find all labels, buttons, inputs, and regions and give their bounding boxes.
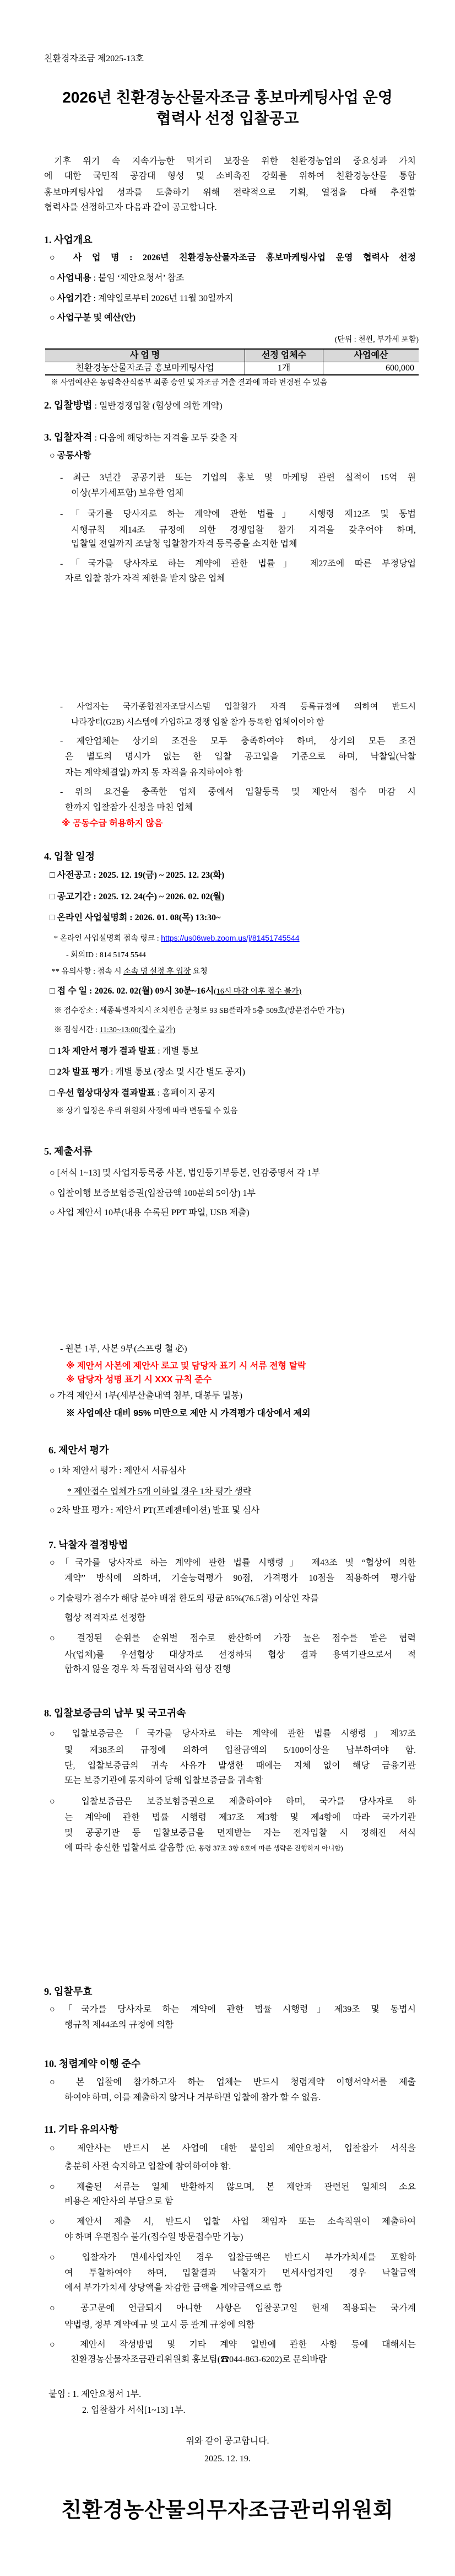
receipt-place: ※ 접수장소 : 세종특별자치시 조치원읍 군청로 93 SB플라자 5층 509호(방문접수만 가능) — [54, 1007, 345, 1015]
document-item: ○ 가격 제안서 1부(세부산출내역 첨부, 대봉투 밀봉) — [50, 1391, 242, 1400]
briefing-caution — [52, 966, 208, 978]
value: : 개별 통보 — [155, 1046, 199, 1056]
award-line: 협상 적격자로 선정함 — [64, 1613, 146, 1623]
section-heading: 11. 기타 유의사항 — [44, 2124, 118, 2135]
document-item: ○ 사업 제안서 10부(내용 수록된 PPT 파일, USB 제출) — [50, 1208, 250, 1217]
requirement-line: 이상(부가세포함) 보유한 업체 — [71, 489, 184, 498]
table-cell: 1개 — [245, 362, 323, 375]
table-cell: 친환경농산물자조금 홍보마케팅사업 — [45, 362, 245, 375]
table-cell: 600,000 — [323, 362, 419, 375]
schedule-receipt — [50, 985, 301, 998]
caution-emphasis: 소속 명 설정 후 입장 — [123, 968, 191, 976]
notice-line: 여 투찰하여야 하며, 입찰결과 낙찰자가 면세사업자인 경우 낙찰금액 — [64, 2268, 416, 2278]
label: ○ 사업내용 — [50, 273, 91, 283]
attachment-1: 붙임 : 1. 제안요청서 1부. — [48, 2390, 142, 2399]
section-heading: 1. 사업개요 — [44, 234, 93, 245]
joint-bid-warning: ※ 공동수급 허용하지 않음 — [62, 819, 163, 828]
requirement-line: 자는 계약체결일) 까지 동 자격을 유지하여야 함 — [65, 768, 243, 777]
table-header: 선정 업체수 — [245, 349, 323, 362]
requirement-line: 은 별도의 명시가 없는 한 입찰 공고일을 기준으로 하며, 낙찰일(낙찰 — [65, 752, 416, 761]
table-header-row — [45, 349, 419, 362]
value: : 계약일로부터 2026년 11월 30일까지 — [91, 294, 234, 303]
budget-note: ※ 사업예산은 농림축산식품부 최종 승인 및 자조금 거출 결과에 따라 변경될 수 있음 — [51, 379, 328, 387]
unit-note: (단위 : 천원, 부가세 포함) — [334, 336, 419, 344]
integrity-line: ○ 본 입찰에 참가하고자 하는 업체는 반드시 청렴계약 이행서약서를 제출 — [50, 2078, 416, 2087]
intro-line: 협력사를 선정하고자 다음과 같이 공고합니다. — [44, 203, 217, 212]
project-period — [50, 293, 233, 305]
notice-line: ○ 입찰자가 면세사업자인 경우 입찰금액은 반드시 부가가치세를 포함하 — [50, 2253, 416, 2262]
evaluation-note: * 제안접수 업체가 5개 이하일 경우 1차 평가 생략 — [67, 1487, 252, 1496]
invalid-line: ○「국가를 당사자로 하는 계약에 관한 법률 시행령」제39조 및 동법시 — [50, 2005, 416, 2014]
notice-line: 비용은 제안사의 부담으로 함 — [64, 2197, 174, 2206]
small-note: (단, 동령 37조 3항 6호에 따른 생략은 진행하지 아니함) — [186, 1844, 343, 1852]
schedule-note: ※ 상기 일정은 우리 위원회 사정에 따라 변동될 수 있음 — [56, 1107, 238, 1115]
notice-line: ○ 제안서 작성방법 및 기타 계약 일반에 관한 사항 등에 대해서는 — [50, 2340, 416, 2349]
intro-line: 홍보마케팅사업 성과를 도출하기 위해 전략적으로 기획, 열정을 다해 추진할 — [44, 188, 416, 197]
schedule-priority-result — [50, 1087, 215, 1099]
red-warning: ※ 제안서 사본에 제안사 로고 및 담당자 표기 시 서류 전형 탈락 — [66, 1361, 306, 1371]
receipt-date: □ 접 수 일 : 2026. 02. 02(월) 09시 30분~16시 — [50, 986, 214, 996]
lunch-time — [54, 1024, 175, 1037]
section-heading: 10. 청렴계약 이행 준수 — [44, 2058, 141, 2069]
link-label: * 온라인 사업설명회 접속 링크 : — [54, 935, 161, 943]
contact-line: 친환경농산물자조금관리위원회 홍보팀(☎044-863-6202)로 문의바람 — [71, 2355, 327, 2364]
value: : 붙임 ‘제안요청서’ 참조 — [91, 273, 185, 283]
label: ○ 사업기간 — [50, 294, 91, 303]
evaluation-item: ○ 2차 발표 평가 : 제안서 PT(프레젠테이션) 발표 및 심사 — [50, 1506, 260, 1515]
label: ※ 점심시간 : — [54, 1026, 100, 1034]
document-number: 친환경자조금 제2025-13호 — [44, 54, 144, 63]
award-line: ○ 결정된 순위를 순위별 점수로 환산하여 가장 높은 점수를 받은 협력 — [50, 1634, 416, 1643]
common-requirements-label: ○ 공통사항 — [50, 451, 91, 460]
deposit-line — [64, 1842, 343, 1854]
requirement-line: -「국가를 당사자로 하는 계약에 관한 법률」 제27조에 따른 부정당업 — [60, 559, 416, 568]
schedule-notice-period: □ 공고기간 : 2025. 12. 24(수) ~ 2026. 02. 02(월) — [50, 892, 225, 901]
notice-line: 에서 부가가치세 상당액을 차감한 금액을 계약금액으로 함 — [64, 2283, 282, 2293]
notice-line: ○ 제안서 제출 시, 반드시 입찰 사업 책임자 또는 소속직원이 제출하여 — [50, 2217, 416, 2226]
schedule-online-briefing: □ 온라인 사업설명회 : 2026. 01. 08(목) 13:30~ — [50, 913, 221, 922]
section-heading: 3. 입찰자격 — [44, 432, 93, 443]
requirement-line: - 최근 3년간 공공기관 또는 기업의 홍보 및 마케팅 관련 실적이 15억 원 — [60, 473, 416, 482]
notice-line: 충분히 사전 숙지하고 입찰에 참여하여야 함. — [64, 2162, 231, 2171]
requirement-line: - 제안업체는 상기의 조건을 모두 충족하여야 하며, 상기의 모든 조건 — [60, 737, 416, 746]
schedule-pre-notice: □ 사전공고 : 2025. 12. 19(금) ~ 2025. 12. 23(화) — [50, 871, 225, 880]
notice-line: ○ 제출된 서류는 일체 반환하지 않으며, 본 제안과 관련된 일체의 소요 — [50, 2182, 416, 2192]
value: : 개별 통보 (장소 및 시간 별도 공지) — [108, 1067, 245, 1077]
caution-text: ** 유의사항 : 접속 시 — [52, 968, 124, 976]
notice-date: 2025. 12. 19. — [204, 2454, 251, 2464]
requirement-line: 나라장터(G2B) 시스템에 가입하고 경쟁 입찰 참가 등록한 업체이어야 함 — [71, 718, 324, 727]
requirement-line: -「국가를 당사자로 하는 계약에 관한 법률」 시행령 제12조 및 동법 — [60, 509, 416, 519]
closing-text: 위와 같이 공고합니다. — [186, 2437, 269, 2446]
label: □ 1차 제안서 평가 결과 발표 — [50, 1046, 156, 1056]
table-header: 사 업 명 — [45, 349, 245, 362]
value: 11:30~13:00(접수 불가) — [99, 1026, 176, 1034]
award-line: ○「국가를 당사자로 하는 계약에 관한 법률 시행령」 제43조 및 “협상에 의한 — [50, 1558, 416, 1568]
evaluation-item: ○ 1차 제안서 평가 : 제안서 서류심사 — [50, 1466, 186, 1475]
award-line: 계약” 방식에 의하며, 기술능력평가 90점, 가격평가 10점을 적용하여 평가함 — [64, 1574, 416, 1583]
document-sub-item: - 원본 1부, 사본 9부(스프링 철 必) — [60, 1344, 187, 1354]
section-heading: 4. 입찰 일정 — [44, 851, 95, 862]
notice-line: ○ 공고문에 언급되지 아니한 사항은 입찰공고일 현재 적용되는 국가계 — [50, 2304, 416, 2313]
section-heading: 8. 입찰보증금의 납부 및 국고귀속 — [44, 1708, 186, 1719]
integrity-line: 하여야 하며, 이를 제출하지 않거나 거부하면 입찰에 참가 할 수 없음. — [64, 2093, 321, 2102]
section-heading: 7. 낙찰자 결정방법 — [48, 1539, 128, 1550]
project-content — [50, 272, 185, 285]
caution-text: 요청 — [191, 968, 208, 976]
deposit-line: ○ 입찰보증금은 보증보험증권으로 제출하여야 하며, 국가를 당사자로 하 — [50, 1797, 416, 1806]
price-note: ※ 사업예산 대비 95% 미만으로 제안 시 가격평가 대상에서 제외 — [66, 1409, 311, 1418]
label: □ 2차 발표 평가 — [50, 1067, 109, 1077]
section-3 — [44, 431, 238, 444]
requirement-line: - 사업자는 국가종합전자조달시스템 입찰참가 자격 등록규정에 의하여 반드시 — [60, 702, 416, 711]
section-heading: 6. 제안서 평가 — [48, 1445, 109, 1456]
invalid-line: 행규칙 제44조의 규정에 의함 — [64, 2020, 174, 2030]
label: □ 우선 협상대상자 결과발표 — [50, 1088, 155, 1098]
section-heading: 9. 입찰무효 — [44, 1986, 93, 1997]
briefing-link-row — [54, 932, 300, 945]
page-title-line-1: 2026년 친환경농산물자조금 홍보마케팅사업 운영 — [62, 89, 393, 106]
deposit-line: 및 제38조의 규정에 의하여 입찰금액의 5/100이상을 납부하여야 함. — [64, 1746, 416, 1755]
deposit-line: 단, 입찰보증금의 귀속 사유가 발생한 때에는 지체 없이 해당 금융기관 — [64, 1761, 416, 1770]
document-item: ○ 입찰이행 보증보험증권(입찰금액 100분의 5이상) 1부 — [50, 1189, 256, 1198]
requirement-line: 입찰일 전일까지 조달청 입찰참가자격 등록증을 소지한 업체 — [71, 539, 297, 549]
schedule-first-result — [50, 1045, 199, 1058]
table-row — [45, 362, 419, 375]
section-2 — [44, 399, 223, 412]
section-heading: 5. 제출서류 — [44, 1146, 93, 1157]
award-line: 합하지 않을 경우 차 득점협력사와 협상 진행 — [64, 1665, 231, 1674]
notice-line: ○ 제안사는 반드시 본 사업에 대한 붙임의 제안요청서, 입찰참가 서식을 — [50, 2144, 416, 2153]
text: 에 따라 송신한 입찰서로 갈음함 — [64, 1843, 186, 1853]
document-item: ○ [서식 1~13] 및 사업자등록증 사본, 법인등기부등본, 인감증명서 각 1부 — [50, 1168, 321, 1178]
value: : 홈페이지 공지 — [155, 1088, 215, 1098]
section-heading: 2. 입찰방법 — [44, 400, 93, 411]
intro-line: 에 대한 국민적 공감대 형성 및 소비촉진 강화를 위하여 친환경농산물 통합 — [44, 171, 416, 181]
value: : 다음에 해당하는 자격을 모두 갖춘 자 — [92, 433, 238, 443]
red-warning: ※ 담당자 성명 표기 시 XXX 규칙 준수 — [66, 1375, 212, 1384]
receipt-deadline-note: (16시 마감 이후 접수 불가) — [214, 988, 302, 996]
notice-line: 약법령, 정부 계약예규 및 고시 등 관계 규정에 의함 — [64, 2320, 255, 2330]
award-line: ○ 기술평가 점수가 해당 분야 배점 한도의 평균 85%(76.5점) 이상인 자를 — [50, 1594, 319, 1603]
value: : 일반경쟁입찰 (협상에 의한 계약) — [92, 401, 223, 411]
table-header: 사업예산 — [323, 349, 419, 362]
deposit-line: 또는 보증기관에 통지하여 당해 입찰보증금을 귀속함 — [64, 1776, 263, 1785]
notice-line: 야 하며 우편접수 불가(접수일 방문접수만 가능) — [64, 2232, 243, 2242]
organization-name: 친환경농산물의무자조금관리위원회 — [61, 2499, 394, 2522]
schedule-second-eval — [50, 1066, 245, 1078]
zoom-meeting-link[interactable]: https://us06web.zoom.us/j/81451745544 — [161, 933, 300, 942]
meeting-id: - 회의ID : 814 5174 5544 — [66, 951, 146, 959]
project-name: ○ 사 업 명 : 2026년 친환경농산물자조금 홍보마케팅사업 운영 협력사 선정 — [50, 253, 416, 262]
requirement-line: 한까지 입찰참가 신청을 마친 업체 — [65, 803, 193, 812]
requirement-line: 시행규칙 제14조 규정에 의한 경쟁입찰 참가 자격을 갖추어야 하며, — [71, 525, 416, 535]
deposit-line: 는 계약에 관한 법률 시행령 제37조 제3항 및 제4항에 따라 국가기관 — [64, 1813, 416, 1822]
deposit-line: 및 공공기관 등 입찰보증금을 면제받는 자는 전자입찰 시 정해진 서식 — [64, 1828, 416, 1838]
intro-line: 기후 위기 속 지속가능한 먹거리 보장을 위한 친환경농업의 중요성과 가치 — [54, 157, 416, 166]
requirement-line: - 위의 요건을 충족한 업체 중에서 입찰등록 및 제안서 접수 마감 시 — [60, 787, 416, 797]
requirement-line: 자로 입찰 참가 자격 제한을 받지 않은 업체 — [65, 574, 225, 583]
award-line: 사(업체)를 우선협상 대상자로 선정하되 협상 결과 용역기관으로서 적 — [64, 1650, 416, 1660]
attachment-2: 2. 입찰참가 서식[1~13] 1부. — [82, 2406, 186, 2415]
deposit-line: ○ 입찰보증금은「국가를 당사자로 하는 계약에 관한 법률 시행령」제37조 — [50, 1729, 416, 1738]
page-title-line-2: 협력사 선정 입찰공고 — [156, 110, 299, 127]
budget-table — [45, 348, 419, 375]
project-budget-label: ○ 사업구분 및 예산(안) — [50, 313, 136, 323]
